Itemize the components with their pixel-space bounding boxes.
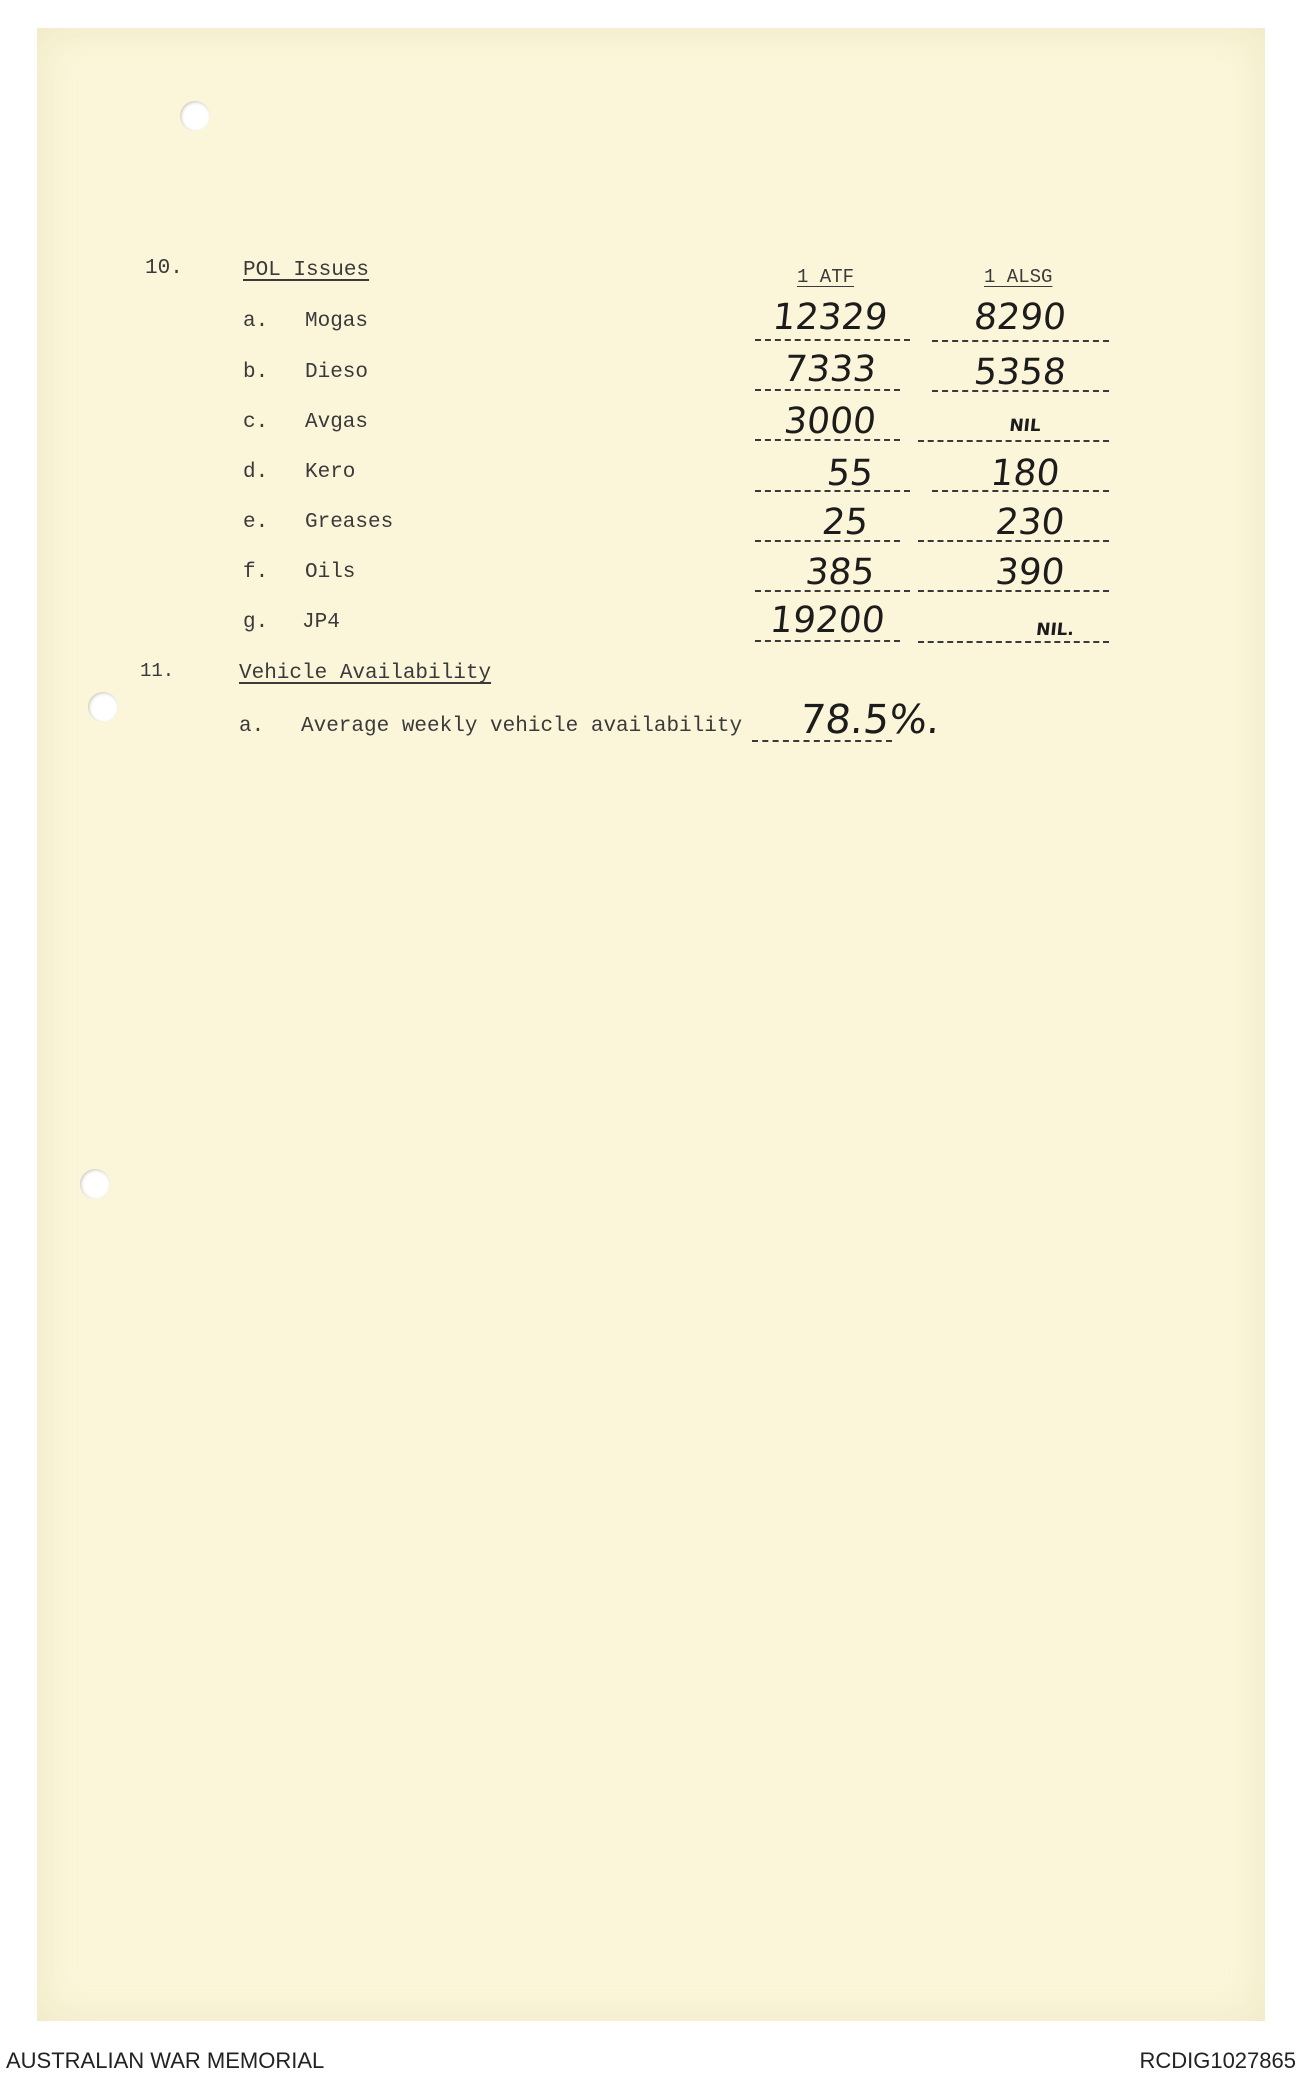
- row-label: Greases: [305, 511, 394, 534]
- footer-archive-name: AUSTRALIAN WAR MEMORIAL: [6, 2048, 325, 2073]
- handwritten-atf-value: 25: [819, 502, 871, 543]
- row-label: Dieso: [305, 361, 369, 384]
- punch-hole: [180, 101, 210, 131]
- footer-record-id: RCDIG1027865: [1139, 2048, 1296, 2073]
- answer-line: [918, 641, 1109, 643]
- answer-line: [755, 490, 910, 492]
- punch-hole: [80, 1169, 110, 1199]
- row-label: Average weekly vehicle availability: [301, 715, 743, 738]
- column-header-atf: 1 ATF: [797, 266, 855, 288]
- handwritten-atf-value: 3000: [782, 401, 879, 442]
- handwritten-availability-value: 78.5%.: [797, 697, 943, 743]
- handwritten-alsg-value: NIL: [1008, 416, 1042, 436]
- row-label: Mogas: [305, 310, 369, 333]
- handwritten-atf-value: 7333: [782, 349, 879, 390]
- row-letter: d.: [243, 461, 269, 484]
- answer-line: [755, 439, 900, 441]
- section-title: Vehicle Availability: [239, 662, 492, 685]
- row-label: Kero: [305, 461, 356, 484]
- answer-line: [918, 540, 1109, 542]
- answer-line: [755, 339, 910, 341]
- answer-line: [755, 540, 900, 542]
- handwritten-alsg-value: 390: [993, 552, 1067, 593]
- handwritten-alsg-value: NIL.: [1035, 620, 1076, 640]
- row-label: Avgas: [305, 411, 369, 434]
- answer-line: [755, 640, 900, 642]
- handwritten-atf-value: 12329: [770, 297, 890, 338]
- punch-hole: [88, 692, 118, 722]
- handwritten-alsg-value: 5358: [972, 352, 1069, 393]
- handwritten-atf-value: 385: [803, 552, 877, 593]
- handwritten-atf-value: 55: [824, 453, 876, 494]
- answer-line: [932, 390, 1109, 392]
- section-number: 10.: [145, 257, 183, 280]
- row-letter: a.: [243, 310, 269, 333]
- column-header-alsg: 1 ALSG: [984, 266, 1053, 288]
- row-letter: e.: [243, 511, 269, 534]
- row-letter: f.: [243, 561, 269, 584]
- answer-line: [755, 590, 910, 592]
- row-label: JP4: [302, 611, 340, 634]
- handwritten-alsg-value: 180: [988, 453, 1062, 494]
- handwritten-alsg-value: 8290: [972, 297, 1069, 338]
- handwritten-alsg-value: 230: [993, 502, 1067, 543]
- answer-line: [755, 389, 900, 391]
- row-letter: g.: [243, 611, 269, 634]
- answer-line: [932, 490, 1109, 492]
- row-letter: b.: [243, 361, 269, 384]
- answer-line: [752, 740, 892, 742]
- handwritten-atf-value: 19200: [767, 600, 887, 641]
- row-letter: a.: [239, 715, 265, 738]
- section-number: 11.: [140, 660, 175, 682]
- row-letter: c.: [243, 411, 269, 434]
- answer-line: [932, 340, 1109, 342]
- answer-line: [918, 590, 1109, 592]
- row-label: Oils: [305, 561, 356, 584]
- answer-line: [918, 440, 1109, 442]
- section-title: POL Issues: [243, 259, 370, 282]
- document-page: [37, 28, 1265, 2021]
